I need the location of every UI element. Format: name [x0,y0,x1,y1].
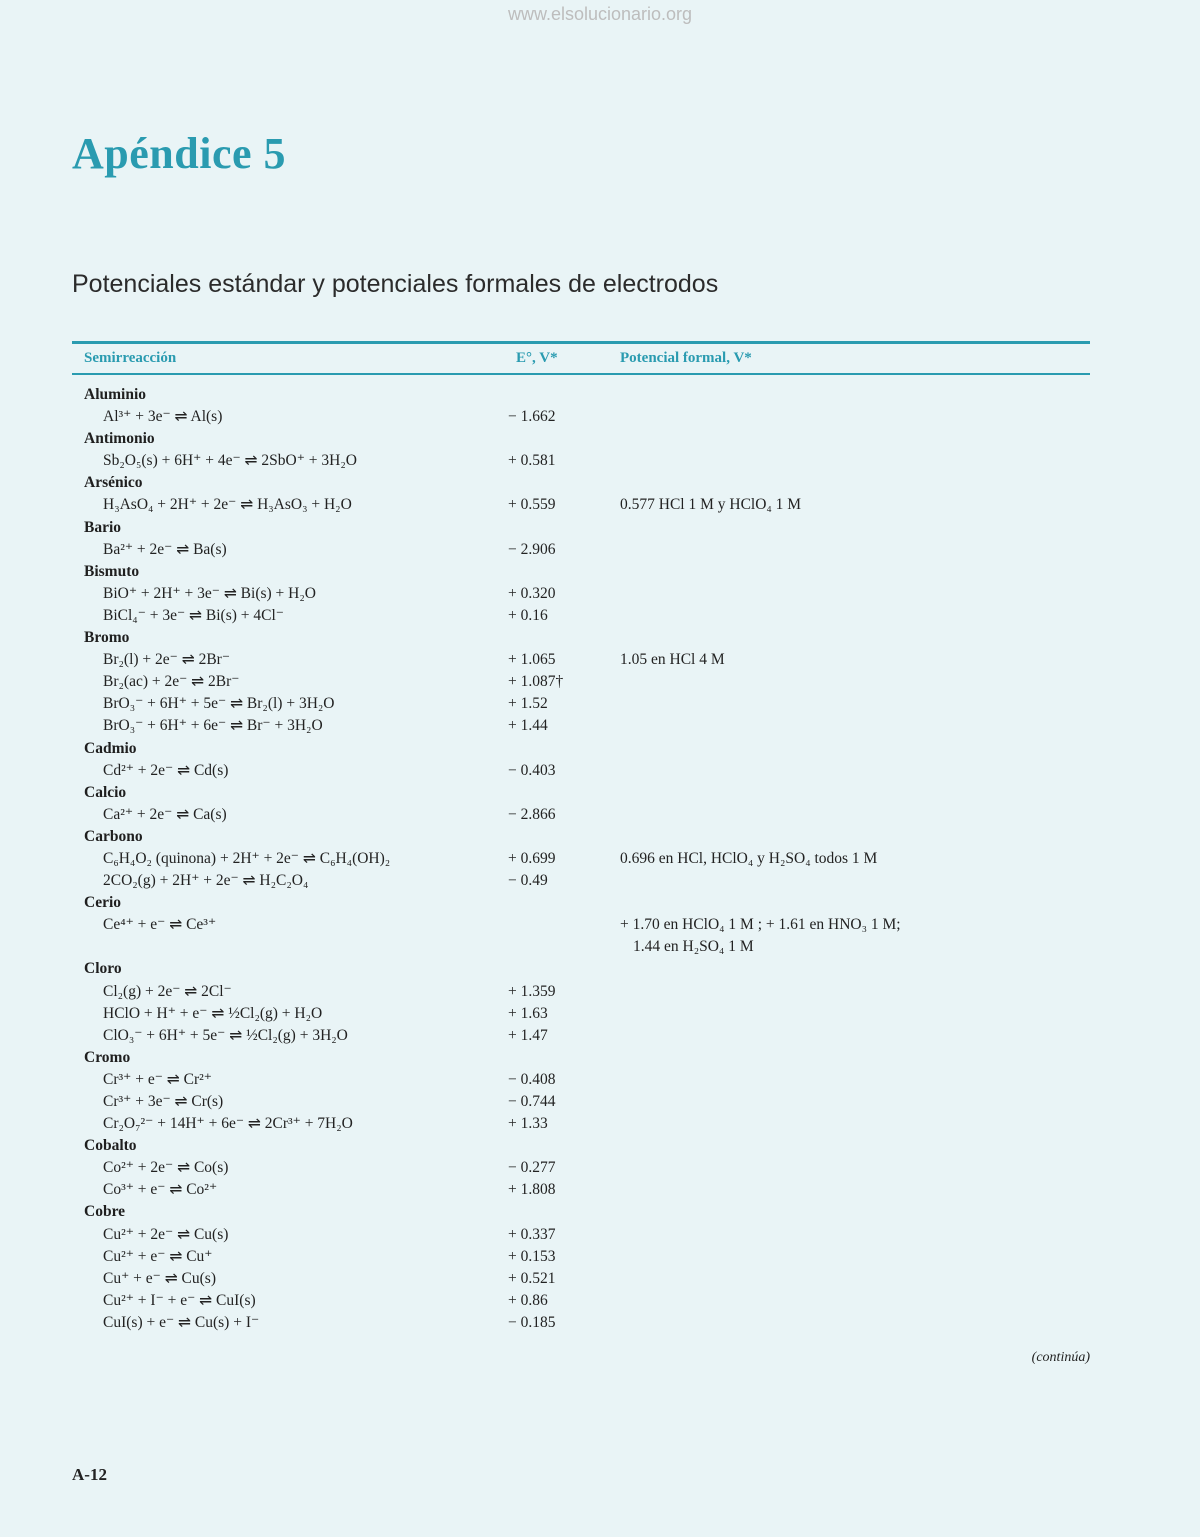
half-reaction-cell: Br₂(l) + 2e⁻ ⇌ 2Br⁻ [103,651,231,669]
element-group-row [72,627,1090,649]
half-reaction-cell: Ce⁴⁺ + e⁻ ⇌ Ce³⁺ [103,916,217,934]
table-row [72,1113,1090,1135]
element-name: Aluminio [84,386,147,403]
formal-potential-cell: 1.05 en HCl 4 M [620,651,725,669]
table-body [72,375,1090,1334]
table-row [72,1003,1090,1025]
table-row [72,649,1090,671]
standard-potential-cell: + 0.153 [508,1247,556,1265]
standard-potential-cell: + 1.359 [508,982,556,1000]
standard-potential-cell: − 2.866 [508,805,556,823]
table-row [72,848,1090,870]
element-name: Calcio [84,783,127,801]
half-reaction-cell: Co²⁺ + 2e⁻ ⇌ Co(s) [103,1159,229,1177]
half-reaction-cell: Cl₂(g) + 2e⁻ ⇌ 2Cl⁻ [103,982,232,1000]
table-row [72,450,1090,472]
table-row [72,1091,1090,1113]
standard-potential-cell: + 1.44 [508,717,548,735]
table-row [72,1268,1090,1290]
element-group-row [72,428,1090,450]
standard-potential-cell: + 0.86 [508,1291,548,1309]
half-reaction-cell: Sb₂O₅(s) + 6H⁺ + 4e⁻ ⇌ 2SbO⁺ + 3H₂O [103,452,357,470]
half-reaction-cell: Cr₂O₇²⁻ + 14H⁺ + 6e⁻ ⇌ 2Cr³⁺ + 7H₂O [103,1115,353,1133]
half-reaction-cell: Cr³⁺ + e⁻ ⇌ Cr²⁺ [103,1070,212,1088]
standard-potential-cell: + 1.065 [508,651,556,669]
continua-note: (continúa) [1031,1350,1090,1365]
half-reaction-cell: BrO₃⁻ + 6H⁺ + 6e⁻ ⇌ Br⁻ + 3H₂O [103,717,323,735]
formal-potential-cell: 0.696 en HCl, HClO₄ y H₂SO₄ todos 1 M [620,849,878,867]
table-row [72,1069,1090,1091]
element-name: Cadmio [84,739,137,757]
table-row [72,715,1090,737]
element-name: Antimonio [84,430,155,448]
half-reaction-cell: BiO⁺ + 2H⁺ + 3e⁻ ⇌ Bi(s) + H₂O [103,584,316,602]
element-group-row [72,782,1090,804]
element-name: Cromo [84,1048,131,1066]
half-reaction-cell: Co³⁺ + e⁻ ⇌ Co²⁺ [103,1181,218,1199]
element-name: Cobre [84,1203,126,1221]
section-subtitle: Potenciales estándar y potenciales formales de electrodos [72,270,719,298]
table-row [72,1290,1090,1312]
element-name: Cerio [84,894,122,912]
element-group-row [72,958,1090,980]
table-row [72,583,1090,605]
table-row [72,1312,1090,1334]
standard-potential-cell: + 1.52 [508,695,548,713]
element-group-row [72,1201,1090,1223]
half-reaction-cell: Cu²⁺ + I⁻ + e⁻ ⇌ CuI(s) [103,1291,256,1309]
half-reaction-cell: Cd²⁺ + 2e⁻ ⇌ Cd(s) [103,761,229,779]
element-name: Cobalto [84,1137,137,1155]
watermark-url: www.elsolucionario.org [507,4,693,24]
standard-potential-cell: + 0.320 [508,584,556,602]
table-row [72,804,1090,826]
element-group-row [72,892,1090,914]
formal-continuation-row [72,936,1090,958]
standard-potential-cell: + 0.16 [508,606,548,624]
standard-potential-cell: + 1.63 [508,1004,548,1022]
element-name: Bromo [84,629,130,647]
standard-potential-cell: − 2.906 [508,540,556,558]
half-reaction-cell: BrO₃⁻ + 6H⁺ + 5e⁻ ⇌ Br₂(l) + 3H₂O [103,695,335,713]
table-row [72,494,1090,516]
element-group-row [72,826,1090,848]
half-reaction-cell: Cu²⁺ + e⁻ ⇌ Cu⁺ [103,1247,213,1265]
table-row [72,539,1090,561]
table-row [72,981,1090,1003]
table-row [72,1179,1090,1201]
standard-potential-cell: + 1.47 [508,1026,548,1044]
element-group-row [72,1047,1090,1069]
table-row [72,1157,1090,1179]
half-reaction-cell: ClO₃⁻ + 6H⁺ + 5e⁻ ⇌ ½Cl₂(g) + 3H₂O [103,1026,348,1044]
formal-potential-cell: + 1.70 en HClO₄ 1 M ; + 1.61 en HNO₃ 1 M; [620,916,901,934]
standard-potential-cell: − 0.744 [508,1093,556,1110]
table-row [72,870,1090,892]
half-reaction-cell: HClO + H⁺ + e⁻ ⇌ ½Cl₂(g) + H₂O [103,1004,323,1022]
element-group-row [72,1135,1090,1157]
standard-potential-cell: + 0.699 [508,849,556,867]
table-row [72,1246,1090,1268]
standard-potential-cell: − 0.185 [508,1313,556,1331]
half-reaction-cell: CuI(s) + e⁻ ⇌ Cu(s) + I⁻ [103,1313,260,1331]
half-reaction-cell: Cu⁺ + e⁻ ⇌ Cu(s) [103,1269,217,1287]
half-reaction-cell: Cr³⁺ + 3e⁻ ⇌ Cr(s) [103,1093,224,1110]
potentials-table [72,341,1090,1334]
standard-potential-cell: + 1.808 [508,1181,556,1199]
standard-potential-cell: − 0.277 [508,1159,556,1177]
table-row [72,406,1090,428]
element-name: Bario [84,518,122,536]
half-reaction-cell: H₃AsO₄ + 2H⁺ + 2e⁻ ⇌ H₃AsO₃ + H₂O [103,496,352,514]
standard-potential-cell: + 0.521 [508,1269,556,1287]
standard-potential-cell: + 1.33 [508,1115,548,1133]
chapter-title: Apéndice 5 [72,129,286,178]
element-name: Arsénico [84,474,143,492]
half-reaction-cell: Cu²⁺ + 2e⁻ ⇌ Cu(s) [103,1225,229,1243]
element-group-row [72,384,1090,406]
half-reaction-cell: Al³⁺ + 3e⁻ ⇌ Al(s) [103,408,223,426]
header-semirreaccion: Semirreacción [84,350,177,366]
element-name: Cloro [84,960,122,978]
element-name: Carbono [84,827,143,845]
standard-potential-cell: − 0.49 [508,872,548,890]
element-group-row [72,517,1090,539]
standard-potential-cell: − 1.662 [508,408,556,426]
element-group-row [72,738,1090,760]
table-row [72,671,1090,693]
standard-potential-cell: − 0.403 [508,761,556,779]
table-row [72,760,1090,782]
table-row [72,1224,1090,1246]
half-reaction-cell: C₆H₄O₂ (quinona) + 2H⁺ + 2e⁻ ⇌ C₆H₄(OH)₂ [103,849,391,867]
half-reaction-cell: Br₂(ac) + 2e⁻ ⇌ 2Br⁻ [103,673,240,691]
standard-potential-cell: + 0.559 [508,496,556,514]
standard-potential-cell: − 0.408 [508,1070,556,1088]
table-row [72,693,1090,715]
half-reaction-cell: Ba²⁺ + 2e⁻ ⇌ Ba(s) [103,540,227,558]
header-formal: Potencial formal, V* [620,350,752,366]
table-row [72,914,1090,936]
table-row [72,1025,1090,1047]
header-e0: E°, V* [516,350,558,366]
element-group-row [72,561,1090,583]
standard-potential-cell: + 0.581 [508,452,556,470]
table-header [72,341,1090,375]
half-reaction-cell: 2CO₂(g) + 2H⁺ + 2e⁻ ⇌ H₂C₂O₄ [103,872,309,890]
half-reaction-cell: BiCl₄⁻ + 3e⁻ ⇌ Bi(s) + 4Cl⁻ [103,606,284,624]
standard-potential-cell: + 0.337 [508,1225,556,1243]
table-row [72,605,1090,627]
formal-potential-cell: 1.44 en H₂SO₄ 1 M [633,938,754,956]
page-number: A-12 [72,1465,107,1484]
standard-potential-cell: + 1.087† [508,673,564,691]
element-name: Bismuto [84,562,140,580]
element-group-row [72,472,1090,494]
formal-potential-cell: 0.577 HCl 1 M y HClO₄ 1 M [620,496,802,514]
half-reaction-cell: Ca²⁺ + 2e⁻ ⇌ Ca(s) [103,805,227,823]
